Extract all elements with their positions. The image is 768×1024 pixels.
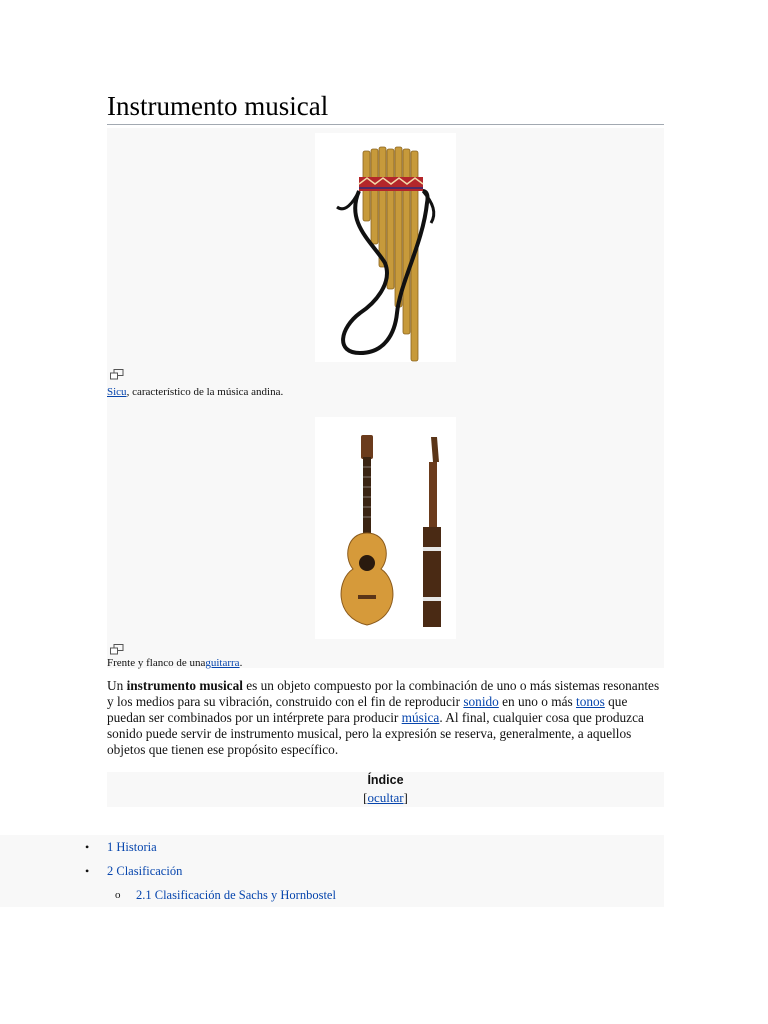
lead-bold-term: instrumento musical bbox=[126, 678, 243, 693]
bullet-icon: o bbox=[115, 889, 121, 901]
link-guitarra[interactable]: guitarra bbox=[205, 657, 240, 669]
figure-caption: Sicu, característico de la música andina. bbox=[107, 386, 284, 398]
guitar-image[interactable] bbox=[315, 417, 456, 639]
magnify-icon[interactable] bbox=[110, 644, 124, 655]
bullet-icon: • bbox=[85, 864, 90, 878]
toc-list bbox=[0, 835, 664, 907]
toc-toggle: [ocultar] bbox=[363, 790, 408, 805]
toc-item[interactable] bbox=[0, 859, 664, 883]
toc-item[interactable] bbox=[0, 835, 664, 859]
page-title: Instrumento musical bbox=[107, 88, 664, 125]
lead-paragraph: Un instrumento musical es un objeto compuesto por la combinación de uno o más sistemas resonantes y los medios para su vibración, construido con el fin de reproducir sonido en uno o más tonos que puedan ser combinados por un intérprete para producir música. Al final, cualquier cosa que produzca sonido puede servir de instrumento musical, pero la expresión se reserva, generalmente, a aquellos objetos que tienen ese propósito específico. bbox=[107, 678, 660, 757]
article bbox=[107, 88, 664, 807]
link-sonido[interactable]: sonido bbox=[463, 694, 499, 709]
sicu-image[interactable] bbox=[315, 133, 456, 362]
toc-link[interactable]: 2.1 Clasificación de Sachs y Hornbostel bbox=[136, 888, 336, 902]
link-tonos[interactable]: tonos bbox=[576, 694, 605, 709]
figure-guitar bbox=[107, 399, 664, 668]
bullet-icon: • bbox=[85, 840, 90, 854]
figure-caption: Frente y flanco de unaguitarra. bbox=[107, 657, 243, 669]
guitar-picture bbox=[315, 417, 456, 639]
toc-title: Índice bbox=[367, 773, 404, 787]
toc-header bbox=[107, 772, 664, 807]
sicu-picture bbox=[315, 133, 456, 362]
toc-item[interactable] bbox=[0, 883, 664, 907]
figure-sicu bbox=[107, 128, 664, 399]
toc-hide-link[interactable]: ocultar bbox=[367, 790, 404, 805]
link-musica[interactable]: música bbox=[401, 710, 440, 725]
link-sicu[interactable]: Sicu bbox=[107, 386, 127, 398]
magnify-icon[interactable] bbox=[110, 369, 124, 380]
toc-link[interactable]: 2 Clasificación bbox=[107, 864, 183, 878]
toc-link[interactable]: 1 Historia bbox=[107, 840, 157, 854]
